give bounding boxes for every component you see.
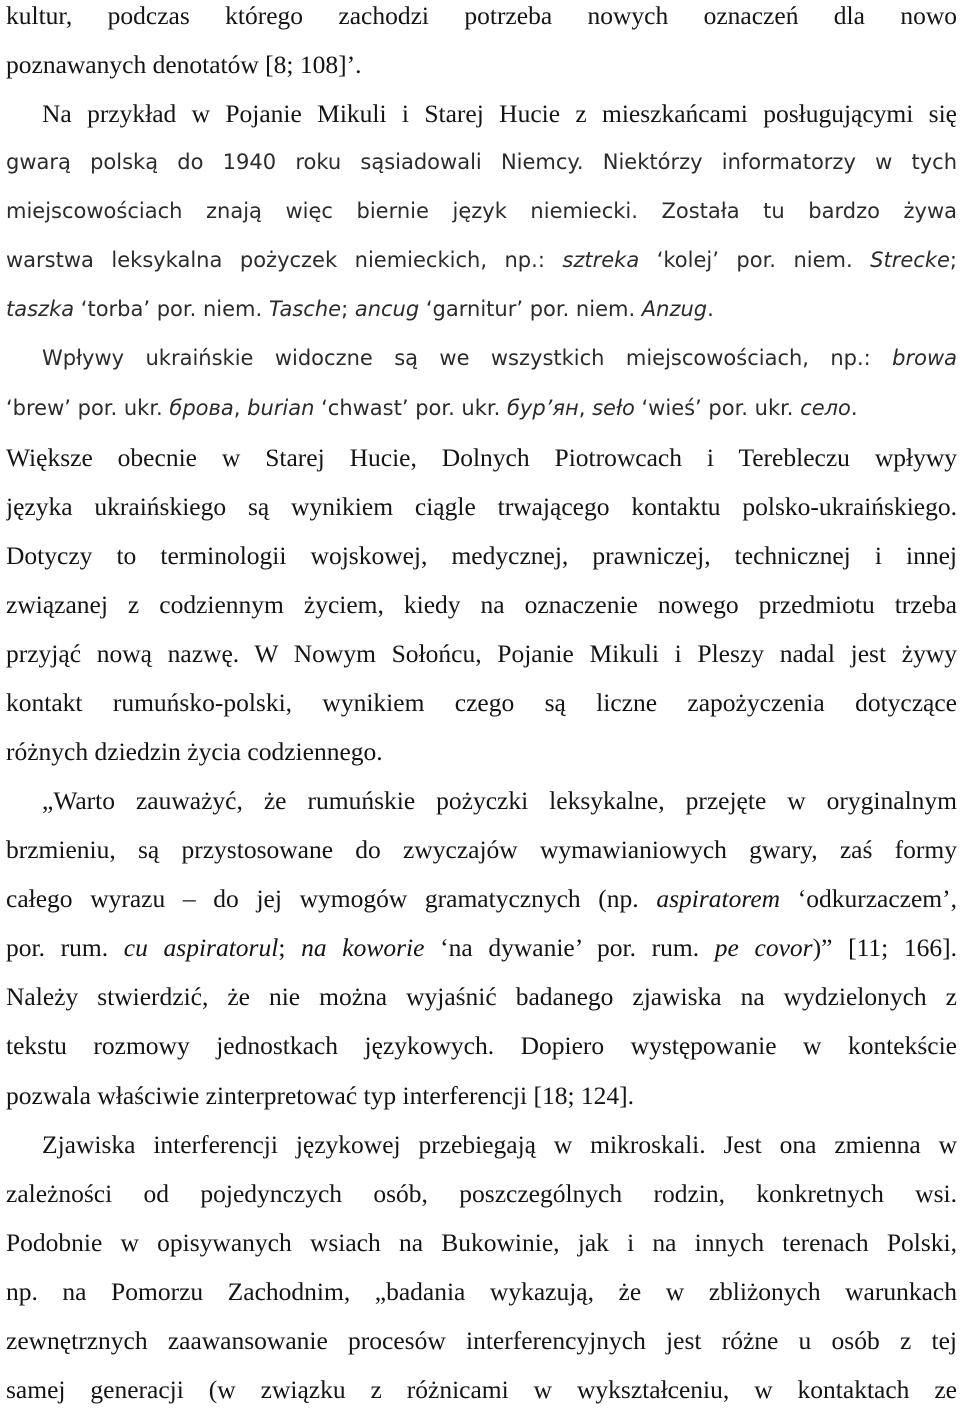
text-segment: . (850, 395, 858, 420)
italic-term: ancug (354, 297, 420, 322)
text-segment: pozwala właściwie zinterpretować typ interferencji [18; 124]. (6, 1080, 635, 1110)
text-segment: poznawanych denotatów [8; 108]’. (6, 50, 362, 80)
text-segment: . (707, 297, 714, 322)
italic-term: Strecke (870, 248, 950, 273)
text-segment: zależności od pojedynczych osób, poszczególnych rodzin, konkretnych wsi. (6, 1178, 957, 1208)
text-segment: brzmieniu, są przystosowane do zwyczajów wymawianiowych gwary, zaś formy (6, 835, 957, 865)
italic-term: pe covor (714, 933, 813, 963)
italic-term: sełо (592, 395, 635, 420)
text-segment: zewnętrznych zaawansowanie procesów interferencyjnych jest różne u osób z tej (6, 1325, 957, 1355)
text-line (6, 482, 957, 531)
text-line (6, 1218, 957, 1267)
text-segment: por. rum. (6, 933, 124, 963)
italic-term: село (800, 395, 851, 420)
text-segment: Podobnie w opisywanych wsiach na Bukowinie, jak i na innych terenach Polski, (6, 1227, 957, 1257)
text-line (6, 187, 957, 236)
text-segment: ; (278, 933, 302, 963)
text-line (6, 89, 957, 138)
text-line (6, 334, 957, 383)
text-segment: przyjąć nową nazwę. W Nowym Sołońcu, Pojanie Mikuli i Pleszy nadal jest żywy (6, 638, 957, 668)
text-line (6, 138, 957, 187)
text-segment: języka ukraińskiego są wynikiem ciągle trwającego kontaktu polsko-ukraińskiego. (6, 491, 957, 521)
text-line (6, 1267, 957, 1316)
text-line (6, 531, 957, 580)
text-line (6, 825, 957, 874)
italic-term: Anzug (641, 297, 708, 322)
text-segment: Większe obecnie w Starej Hucie, Dolnych Piotrowcach i Terebleczu wpływy (6, 442, 957, 472)
text-segment: różnych dziedzin życia codziennego. (6, 737, 383, 767)
text-line (6, 285, 957, 334)
text-line (6, 629, 957, 678)
text-line (6, 580, 957, 629)
text-line (6, 678, 957, 727)
text-segment: ‘torba’ por. niem. (74, 297, 269, 322)
text-segment: Wpływy ukraińskie widoczne są we wszystkich miejscowościach, np.: (42, 346, 893, 371)
text-segment: ‘na dywanie’ por. rum. (424, 933, 715, 963)
text-segment: tekstu rozmowy jednostkach językowych. Dopiero występowanie w kontekście (6, 1031, 957, 1061)
text-line (6, 1169, 957, 1218)
italic-term: browa (892, 346, 957, 371)
text-line (6, 1365, 957, 1411)
text-segment: ‘brew’ por. ukr. (6, 395, 170, 420)
text-segment: Dotyczy to terminologii wojskowej, medycznej, prawniczej, technicznej i innej (6, 540, 957, 570)
text-line (6, 1071, 957, 1120)
text-line (6, 1316, 957, 1365)
text-line (6, 972, 957, 1021)
text-line (6, 40, 957, 89)
text-line (6, 384, 957, 433)
text-segment: kontakt rumuńsko-polski, wynikiem czego są liczne zapożyczenia dotyczące (6, 687, 957, 717)
italic-term: burian (247, 395, 315, 420)
text-line (6, 236, 957, 285)
text-segment: ; (949, 248, 957, 273)
text-segment: , (578, 395, 593, 420)
text-line (6, 874, 957, 923)
text-segment: związanej z codziennym życiem, kiedy na oznaczenie nowego przedmiotu trzeba (6, 589, 957, 619)
text-line (6, 1120, 957, 1169)
text-segment: ‘odkurzaczem’, (780, 884, 957, 914)
italic-term: бур’ян (506, 395, 579, 420)
text-segment: ‘kolej’ por. niem. (639, 248, 871, 273)
text-segment: ; (341, 297, 355, 322)
italic-term: Tasche (268, 297, 342, 322)
italic-term: sztreka (562, 248, 640, 273)
text-segment: np. na Pomorzu Zachodnim, „badania wykazują, że w zbliżonych warunkach (6, 1276, 957, 1306)
italic-term: na koworie (301, 933, 425, 963)
text-segment: warstwa leksykalna pożyczek niemieckich, np.: (6, 248, 563, 273)
text-segment: Należy stwierdzić, że nie można wyjaśnić badanego zjawiska na wydzielonych z (6, 982, 957, 1012)
text-segment: Zjawiska interferencji językowej przebiegają w mikroskali. Jest ona zmienna w (42, 1129, 957, 1159)
text-segment: całego wyrazu – do jej wymogów gramatycznych (np. (6, 884, 657, 914)
italic-term: taszka (6, 297, 75, 322)
text-segment: ‘garnitur’ por. niem. (419, 297, 642, 322)
text-segment: ‘chwast’ por. ukr. (314, 395, 507, 420)
text-segment: )” [11; 166]. (812, 933, 957, 963)
text-segment: kultur, podczas którego zachodzi potrzeba nowych oznaczeń dla nowo (6, 1, 957, 30)
text-line (6, 727, 957, 776)
text-line (6, 433, 957, 482)
text-segment: samej generacji (w związku z różnicami w wykształceniu, w kontaktach ze (6, 1374, 957, 1404)
text-line (6, 923, 957, 972)
text-line (6, 776, 957, 825)
text-segment: ‘wieś’ por. ukr. (634, 395, 801, 420)
text-segment: gwarą polską do 1940 roku sąsiadowali Niemcy. Niektórzy informatorzy w tych (6, 150, 957, 175)
text-segment: , (233, 395, 248, 420)
text-line (6, 0, 957, 40)
italic-term: брова (169, 395, 234, 420)
text-segment: miejscowościach znają więc biernie język niemiecki. Została tu bardzo żywa (6, 199, 957, 224)
italic-term: cu aspiratorul (123, 933, 279, 963)
text-segment: Na przykład w Pojanie Mikuli i Starej Hucie z mieszkańcami posługującymi się (42, 99, 957, 129)
text-line (6, 1021, 957, 1070)
text-segment: „Warto zauważyć, że rumuńskie pożyczki leksykalne, przejęte w oryginalnym (42, 786, 957, 816)
italic-term: aspiratorem (656, 884, 781, 914)
